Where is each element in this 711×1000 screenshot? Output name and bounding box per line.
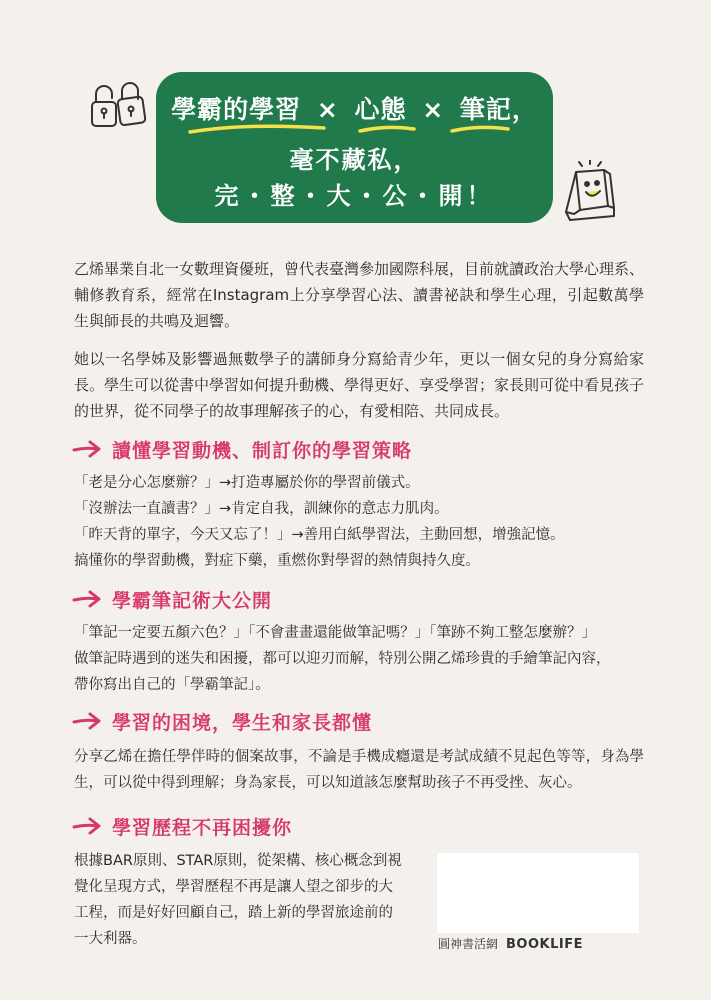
banner-underlines [156, 122, 553, 136]
section-heading-2 [72, 584, 272, 614]
banner-comma: ， [511, 95, 538, 124]
body-line: 「昨天背的單字，今天又忘了！」→善用白紙學習法，主動回想，增強記憶。 [74, 527, 565, 543]
section-heading-3 [72, 706, 372, 736]
arrow-icon [72, 815, 102, 837]
times-symbol: × [316, 95, 339, 124]
body-line: 根據BAR原則、STAR原則，從架構、核心概念到視 [74, 853, 402, 869]
body-line: 一大利器。 [74, 931, 147, 947]
section-heading-text: 學霸筆記術大公開 [112, 589, 273, 612]
intro-paragraph-2: 她以一名學姊及影響過無數學子的講師身分寫給青少年，更以一個女兒的身分寫給家長。學生可以從書中學習如何提升動機、學得更好、享受學習；家長則可從中看見孩子的世界，從不同學子的故事理解孩子的心，有愛相陪、共同成長。 [74, 350, 645, 420]
publisher-footer [438, 935, 583, 952]
section-heading-4 [72, 811, 292, 841]
banner-keyword-notes: 筆記 [459, 95, 512, 124]
section-heading-text: 學習的困境，學生和家長都懂 [112, 711, 373, 734]
section-heading-text: 學習歷程不再困擾你 [112, 816, 293, 839]
arrow-icon [72, 710, 102, 732]
banner-line-2: 毫不藏私， [289, 146, 420, 174]
section-heading-text: 讀懂學習動機、制訂你的學習策略 [112, 439, 413, 462]
publisher-name: 圓神書活網 [438, 937, 499, 951]
section-body-1 [74, 470, 644, 574]
section-heading-1 [72, 434, 412, 464]
body-line: 「筆記一定要五顏六色？」「不會畫畫還能做筆記嗎？」「筆跡不夠工整怎麼辦？」 [74, 625, 596, 641]
barcode-placeholder [437, 853, 639, 933]
section-body-3 [74, 744, 644, 796]
banner-keyword-mindset: 心態 [354, 95, 407, 124]
body-line: 做筆記時遇到的迷失和困擾，都可以迎刃而解，特別公開乙烯珍貴的手繪筆記內容， [74, 651, 611, 667]
section-body-4 [74, 848, 424, 952]
body-line: 覺化呈現方式，學習歷程不再是讓人望之卻步的大 [74, 879, 393, 895]
arrow-icon [72, 438, 102, 460]
times-symbol: × [422, 95, 445, 124]
body-line: 「老是分心怎麼辦？」→打造專屬於你的學習前儀式。 [74, 475, 420, 491]
banner-line-3: 完・整・大・公・開！ [214, 182, 495, 210]
banner-keyword-study: 學霸的學習 [171, 95, 302, 124]
body-line: 搞懂你的學習動機，對症下藥，重燃你對學習的熱情與持久度。 [74, 553, 480, 569]
body-line: 工程，而是好好回顧自己，踏上新的學習旅途前的 [74, 905, 393, 921]
headline-banner [156, 72, 553, 223]
body-line: 「沒辦法一直讀書？」→肯定自我，訓練你的意志力肌肉。 [74, 501, 449, 517]
arrow-icon [72, 588, 102, 610]
lock-icons [86, 80, 158, 136]
section-body-2 [74, 620, 644, 698]
intro-paragraph-1: 乙烯畢業自北一女數理資優班，曾代表臺灣參加國際科展，目前就讀政治大學心理系、輔修教育系，經常在Instagram上分享學習心法、讀書祕訣和學生心理，引起數萬學生與師長的共鳴及迴響。 [74, 260, 645, 330]
body-line: 帶你寫出自己的「學霸筆記」。 [74, 677, 270, 693]
body-paragraph: 分享乙烯在擔任學伴時的個案故事，不論是手機成癮還是考試成績不見起色等等，身為學生，可以從中得到理解；身為家長，可以知道該怎麼幫助孩子不再受挫、灰心。 [74, 749, 644, 791]
notebook-character-icon [560, 160, 622, 226]
booklife-logo: BOOKLIFE [506, 937, 583, 952]
banner-line-1 [156, 90, 553, 126]
